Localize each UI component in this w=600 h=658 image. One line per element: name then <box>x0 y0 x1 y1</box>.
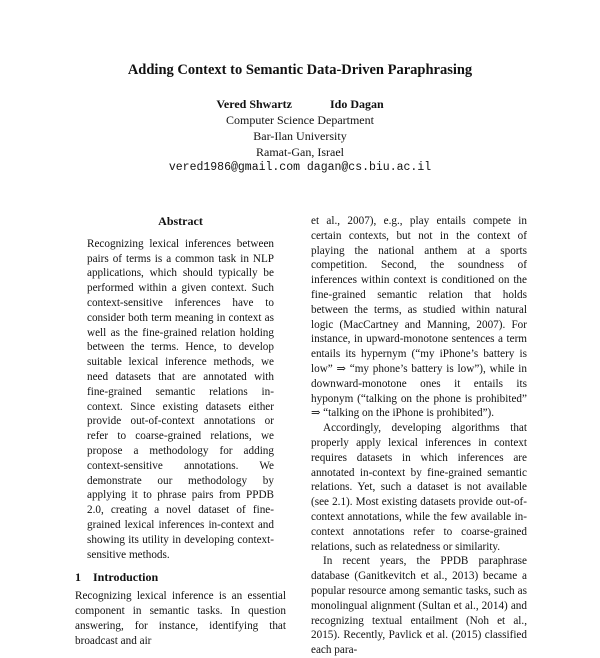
affiliation-line: Bar-Ilan University <box>253 129 347 143</box>
abstract-text: Recognizing lexical inferences between pairs of terms is a common task in NLP applications, which should typically be performed within a given context. Such context-sensitive inferences have to consider both term meaning in context as well as the fine-grained relation holding between the terms. Hence, to develop suitable lexical inference methods, we need datasets that are annotated with fine-grained semantic relations in-context. Since existing datasets either provide out-of-context annotations or refer to coarse-grained relations, we propose a methodology for adding context-sensitive annotations. We demonstrate our methodology by applying it to phrase pairs from PPDB 2.0, creating a novel dataset of fine-grained lexical inferences in-context and showing its utility in developing context-sensitive methods. <box>87 237 274 561</box>
body-paragraph: In recent years, the PPDB paraphrase database (Ganitkevitch et al., 2013) became a popular resource among semantic tasks, such as monolingual alignment (Sultan et al., 2014) and recognizing textual entailment (Noh et al., 2015). Recently, Pavlick et al. (2015) classified each para- <box>311 555 527 657</box>
paper-title: Adding Context to Semantic Data-Driven Paraphrasing <box>127 62 473 78</box>
body-paragraph: et al., 2007), e.g., play entails compete in certain contexts, but not in the context of playing the national anthem at a sports competition. Second, the soundness of inferences within context is conditioned on the fine-grained semantic relation that holds between the terms, as studied within natural logic (MacCartney and Manning, 2007). For instance, in upward-monotone sentences a term entails its hypernym (“my iPhone’s battery is low” ⇒ “my phone’s battery is low”), while in downward-monotone ones it entails its hyponym (“talking on the phone is prohibited” ⇒ “talking on the iPhone is prohibited”). <box>311 215 527 420</box>
author-name: Vered Shwartz <box>216 97 292 111</box>
section-heading <box>75 570 286 585</box>
intro-paragraph: Recognizing lexical inference is an essential component in semantic tasks. In question answering, for instance, identifying that broadcast and air <box>75 590 286 647</box>
author-block <box>0 96 600 176</box>
author-names <box>0 96 600 112</box>
body-paragraph: Accordingly, developing algorithms that properly apply lexical inferences in context requires datasets in which inferences are annotated in-context by fine-grained semantic relations. Yet, such a dataset is not available (see 2.1). Most existing datasets provide out-of-context annotations, while the few available in-context annotations refer to coarse-grained relations, such as relatedness or similarity. <box>311 422 527 553</box>
section-title: Introduction <box>93 570 159 585</box>
section-number: 1 <box>75 570 81 585</box>
left-column <box>75 214 286 648</box>
affiliation-line: Computer Science Department <box>226 113 374 127</box>
abstract-heading: Abstract <box>158 214 203 228</box>
author-emails: vered1986@gmail.com dagan@cs.biu.ac.il <box>168 161 432 174</box>
affiliation-line: Ramat-Gan, Israel <box>256 145 344 159</box>
right-column <box>311 214 527 658</box>
author-name: Ido Dagan <box>329 97 384 111</box>
